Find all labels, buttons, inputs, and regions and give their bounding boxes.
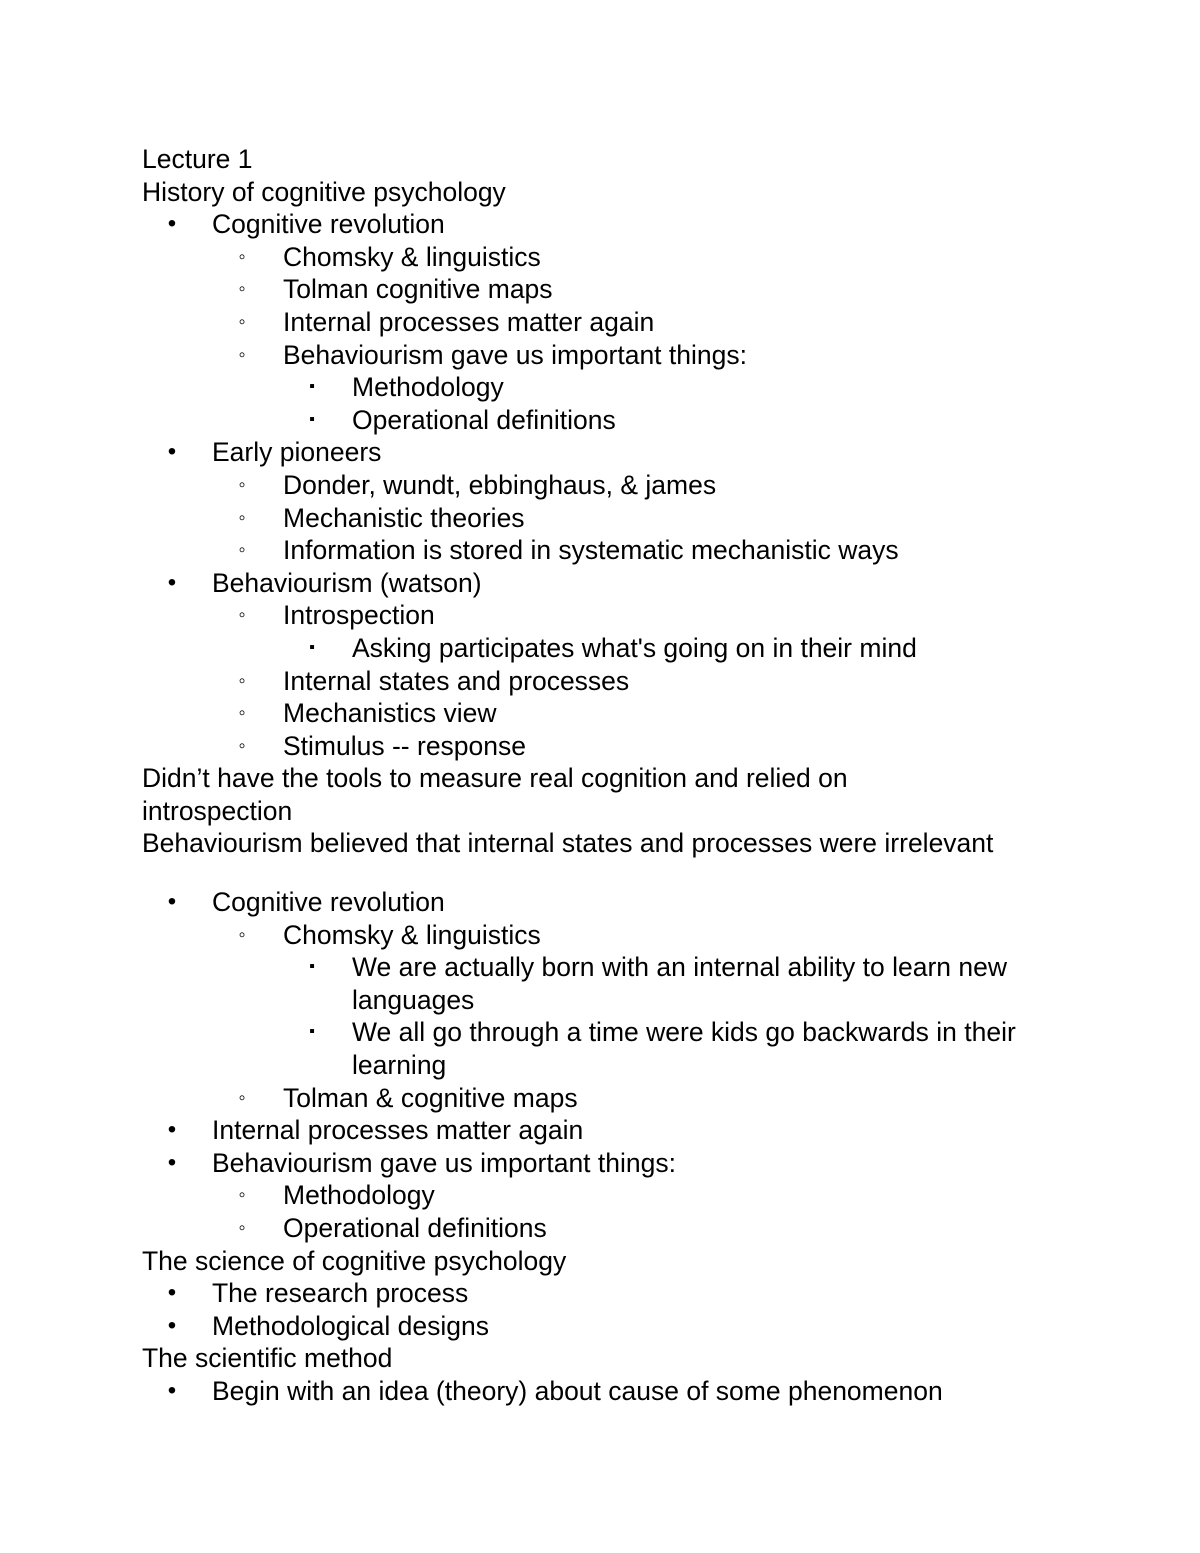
bullet-level-2-icon: ◦	[238, 669, 246, 692]
bullet-level-2-icon: ◦	[238, 539, 246, 562]
bullet-level-1-icon: •	[167, 1376, 177, 1404]
paragraph-line: History of cognitive psychology	[142, 176, 506, 207]
list-item-text: Mechanistics view	[283, 698, 497, 729]
bullet-level-1-icon: •	[167, 888, 177, 916]
bullet-level-1-icon: •	[167, 1148, 177, 1176]
list-item-level-1	[142, 1310, 1102, 1343]
list-item-text: Tolman & cognitive maps	[283, 1082, 578, 1113]
list-item-level-3	[142, 632, 1102, 665]
paragraph-line: Lecture 1	[142, 144, 253, 174]
list-item-level-2	[142, 1212, 1102, 1245]
bullet-level-2-icon: ◦	[238, 473, 246, 496]
bullet-level-1-icon: •	[167, 1311, 177, 1339]
paragraph-line: introspection	[142, 795, 293, 826]
paragraph-line: Behaviourism believed that internal states and processes were irrelevant	[142, 828, 994, 859]
bullet-level-2-icon: ◦	[238, 923, 246, 946]
document-body	[142, 143, 1102, 1408]
list-item-text: Tolman cognitive maps	[283, 274, 553, 305]
bullet-level-2-icon: ◦	[238, 278, 246, 301]
bullet-level-3-icon: ▪	[309, 638, 315, 656]
list-item-text: Information is stored in systematic mechanistic ways	[283, 535, 899, 566]
list-item-level-1	[142, 208, 1102, 241]
list-item-level-2	[142, 919, 1102, 952]
list-item-level-2	[142, 534, 1102, 567]
bullet-level-2-icon: ◦	[238, 506, 246, 529]
bullet-level-1-icon: •	[167, 438, 177, 466]
list-item-text: Operational definitions	[352, 404, 616, 435]
list-item-level-1	[142, 1147, 1102, 1180]
bullet-level-3-icon: ▪	[309, 1023, 315, 1041]
list-item-text: Early pioneers	[212, 437, 382, 468]
list-item-text: We all go through a time were kids go backwards in their learning	[352, 1017, 1016, 1081]
list-item-text: Introspection	[283, 600, 435, 631]
blank-line	[142, 860, 1102, 886]
list-item-text: Stimulus -- response	[283, 730, 527, 761]
list-item-text: Chomsky & linguistics	[283, 241, 541, 272]
list-item-level-2	[142, 1082, 1102, 1115]
bullet-level-1-icon: •	[167, 210, 177, 238]
list-item-level-1	[142, 886, 1102, 919]
list-item-level-2	[142, 730, 1102, 763]
list-item-level-2	[142, 1179, 1102, 1212]
list-item-text: Asking participates what's going on in their mind	[352, 632, 917, 663]
list-item-text: Internal processes matter again	[212, 1115, 584, 1146]
list-item-text: Behaviourism (watson)	[212, 567, 482, 598]
list-item-level-2	[142, 599, 1102, 632]
bullet-level-3-icon: ▪	[309, 378, 315, 396]
list-item-text: Mechanistic theories	[283, 502, 525, 533]
list-item-text: Cognitive revolution	[212, 887, 445, 918]
list-item-level-3	[142, 951, 1102, 1016]
list-item-level-2	[142, 697, 1102, 730]
bullet-level-2-icon: ◦	[238, 245, 246, 268]
paragraph-line: The scientific method	[142, 1343, 393, 1374]
bullet-level-2-icon: ◦	[238, 310, 246, 333]
list-item-text: Chomsky & linguistics	[283, 919, 541, 950]
list-item-text: Donder, wundt, ebbinghaus, & james	[283, 469, 717, 500]
bullet-level-2-icon: ◦	[238, 604, 246, 627]
bullet-level-2-icon: ◦	[238, 1086, 246, 1109]
list-item-level-2	[142, 469, 1102, 502]
bullet-level-3-icon: ▪	[309, 958, 315, 976]
list-item-level-2	[142, 306, 1102, 339]
list-item-text: The research process	[212, 1278, 469, 1309]
list-item-level-3	[142, 1016, 1102, 1081]
list-item-text: Methodological designs	[212, 1310, 489, 1341]
list-item-text: Cognitive revolution	[212, 209, 445, 240]
list-item-level-1	[142, 1375, 1102, 1408]
list-item-level-2	[142, 241, 1102, 274]
bullet-level-2-icon: ◦	[238, 1217, 246, 1239]
bullet-level-1-icon: •	[167, 568, 177, 596]
list-item-level-3	[142, 404, 1102, 437]
list-item-level-1	[142, 1277, 1102, 1310]
list-item-text: Methodology	[352, 372, 504, 403]
list-item-text: Begin with an idea (theory) about cause of some phenomenon	[212, 1375, 943, 1406]
bullet-level-3-icon: ▪	[309, 410, 315, 428]
list-item-level-3	[142, 371, 1102, 404]
list-item-text: Methodology	[283, 1180, 435, 1211]
list-item-level-2	[142, 502, 1102, 535]
list-item-level-1	[142, 567, 1102, 600]
list-item-text: Operational definitions	[283, 1213, 547, 1243]
list-item-text: Internal states and processes	[283, 665, 630, 696]
bullet-level-1-icon: •	[167, 1116, 177, 1144]
bullet-level-1-icon: •	[167, 1279, 177, 1307]
list-item-level-2	[142, 339, 1102, 372]
bullet-level-2-icon: ◦	[238, 734, 246, 757]
list-item-text: Internal processes matter again	[283, 306, 655, 337]
list-item-text: Behaviourism gave us important things:	[283, 339, 747, 370]
list-item-text: We are actually born with an internal ability to learn new languages	[352, 952, 1007, 1015]
bullet-level-2-icon: ◦	[238, 343, 246, 366]
list-item-text: Behaviourism gave us important things:	[212, 1147, 676, 1178]
paragraph-line: The science of cognitive psychology	[142, 1245, 567, 1276]
bullet-level-2-icon: ◦	[238, 1184, 246, 1207]
bullet-level-2-icon: ◦	[238, 702, 246, 725]
list-item-level-1	[142, 1114, 1102, 1147]
list-item-level-2	[142, 273, 1102, 306]
paragraph-line: Didn’t have the tools to measure real cognition and relied on	[142, 763, 848, 794]
list-item-level-1	[142, 436, 1102, 469]
list-item-level-2	[142, 665, 1102, 698]
